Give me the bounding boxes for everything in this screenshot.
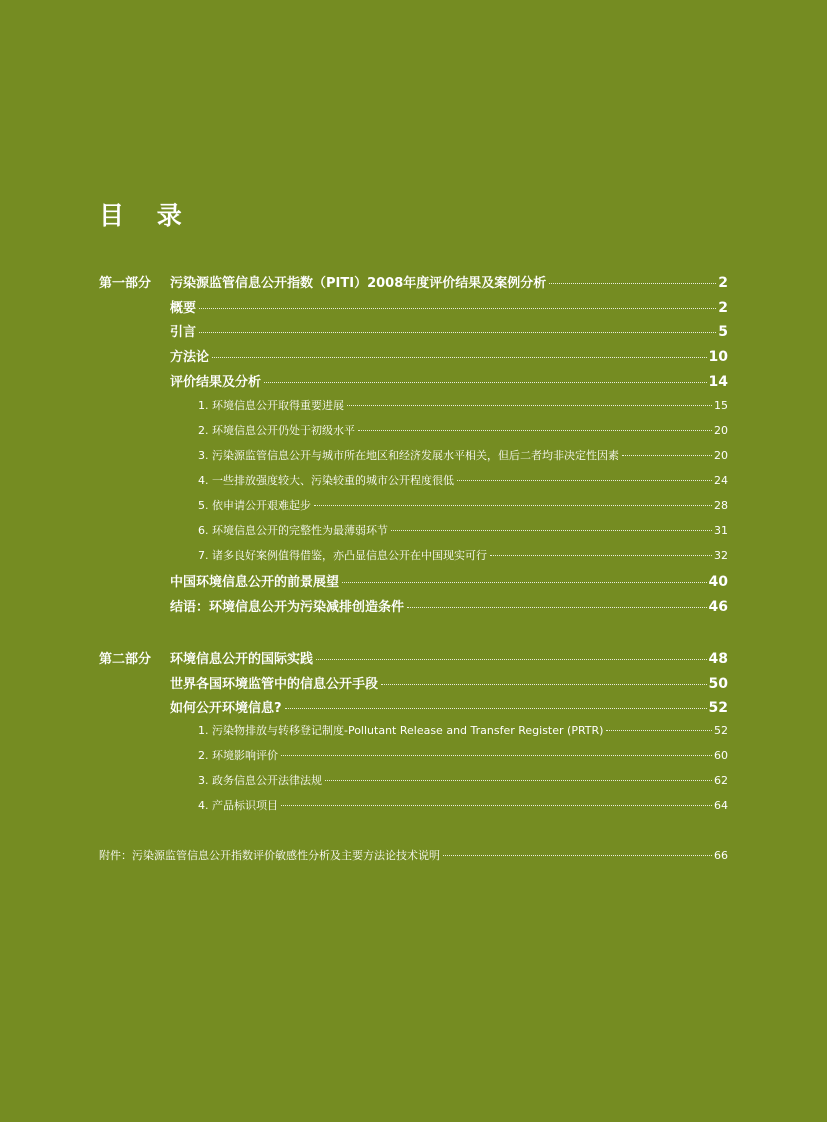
toc-page-number: 24 xyxy=(714,474,728,487)
dot-leader xyxy=(212,357,707,358)
toc-page-number: 20 xyxy=(714,449,728,462)
toc-subentry[interactable] xyxy=(198,497,728,513)
page-title: 目 录 xyxy=(99,201,194,230)
toc-entry[interactable] xyxy=(170,371,728,390)
part-one-label: 第一部分 xyxy=(99,276,152,291)
toc-entry-label: 4. 产品标识项目 xyxy=(198,799,278,812)
toc-subentry[interactable] xyxy=(198,722,728,738)
toc-entry-label: 如何公开环境信息? xyxy=(170,701,282,716)
toc-entry-label: 污染源监管信息公开指数（PITI）2008年度评价结果及案例分析 xyxy=(170,276,547,291)
toc-entry-label: 3. 政务信息公开法律法规 xyxy=(198,774,322,787)
toc-entry-label: 评价结果及分析 xyxy=(170,375,262,390)
dot-leader xyxy=(391,530,712,531)
toc-page-number: 28 xyxy=(714,499,728,512)
toc-subentry[interactable] xyxy=(198,522,728,538)
toc-entry-label: 4. 一些排放强度较大、污染较重的城市公开程度很低 xyxy=(198,474,454,487)
toc-subentry[interactable] xyxy=(198,422,728,438)
toc-page-number: 20 xyxy=(714,424,728,437)
toc-entry[interactable] xyxy=(170,321,728,340)
toc-page-number: 52 xyxy=(708,700,728,716)
part-two-label: 第二部分 xyxy=(99,652,152,667)
dot-leader xyxy=(347,405,712,406)
toc-page-number: 48 xyxy=(708,651,728,667)
toc-page-number: 46 xyxy=(708,599,728,615)
toc-entry-label: 2. 环境信息公开仍处于初级水平 xyxy=(198,424,355,437)
toc-entry-label: 环境信息公开的国际实践 xyxy=(170,652,314,667)
toc-entry-label: 中国环境信息公开的前景展望 xyxy=(170,575,340,590)
toc-page-number: 10 xyxy=(708,349,728,365)
toc-page-number: 14 xyxy=(708,374,728,390)
toc-page-number: 50 xyxy=(708,676,728,692)
dot-leader xyxy=(264,382,707,383)
toc-entry-label: 世界各国环境监管中的信息公开手段 xyxy=(170,677,379,692)
dot-leader xyxy=(407,607,707,608)
toc-entry[interactable] xyxy=(170,697,728,716)
toc-subentry[interactable] xyxy=(198,547,728,563)
toc-page-number: 31 xyxy=(714,524,728,537)
toc-entry-label: 3. 污染源监管信息公开与城市所在地区和经济发展水平相关，但后二者均非决定性因素 xyxy=(198,449,619,462)
dot-leader xyxy=(281,805,712,806)
toc-entry[interactable] xyxy=(170,297,728,316)
dot-leader xyxy=(316,659,707,660)
dot-leader xyxy=(358,430,712,431)
dot-leader xyxy=(381,684,707,685)
toc-subentry[interactable] xyxy=(198,447,728,463)
toc-entry[interactable] xyxy=(170,673,728,692)
dot-leader xyxy=(622,455,712,456)
toc-page-number: 2 xyxy=(718,275,728,291)
toc-entry-label: 7. 诸多良好案例值得借鉴，亦凸显信息公开在中国现实可行 xyxy=(198,549,487,562)
toc-page-number: 52 xyxy=(714,724,728,737)
toc-page-number: 15 xyxy=(714,399,728,412)
toc-page-number: 62 xyxy=(714,774,728,787)
toc-page-number: 2 xyxy=(718,300,728,316)
toc-subentry[interactable] xyxy=(198,797,728,813)
toc-entry-label: 结语：环境信息公开为污染减排创造条件 xyxy=(170,600,405,615)
dot-leader xyxy=(342,582,707,583)
dot-leader xyxy=(325,780,712,781)
toc-entry-label: 引言 xyxy=(170,325,197,340)
toc-entry-label: 方法论 xyxy=(170,350,210,365)
toc-entry[interactable] xyxy=(170,596,728,615)
dot-leader xyxy=(490,555,712,556)
dot-leader xyxy=(457,480,712,481)
dot-leader xyxy=(199,332,716,333)
toc-page-number: 64 xyxy=(714,799,728,812)
toc-page-number: 40 xyxy=(708,574,728,590)
toc-page-number: 32 xyxy=(714,549,728,562)
toc-entry-label: 2. 环境影响评价 xyxy=(198,749,278,762)
toc-subentry[interactable] xyxy=(198,747,728,763)
dot-leader xyxy=(199,308,716,309)
toc-entry-label: 概要 xyxy=(170,301,197,316)
toc-entry-label: 附件：污染源监管信息公开指数评价敏感性分析及主要方法论技术说明 xyxy=(99,849,440,862)
toc-entry-part1-heading[interactable] xyxy=(170,272,728,291)
toc-entry[interactable] xyxy=(170,346,728,365)
dot-leader xyxy=(606,730,712,731)
dot-leader xyxy=(285,708,707,709)
toc-subentry[interactable] xyxy=(198,472,728,488)
dot-leader xyxy=(314,505,712,506)
toc-entry-label: 1. 污染物排放与转移登记制度-Pollutant Release and Transfer Register (PRTR) xyxy=(198,724,604,737)
toc-subentry[interactable] xyxy=(198,397,728,413)
toc-entry[interactable] xyxy=(170,571,728,590)
dot-leader xyxy=(443,855,712,856)
toc-page-number: 66 xyxy=(714,849,728,862)
dot-leader xyxy=(281,755,712,756)
dot-leader xyxy=(549,283,716,284)
toc-entry-label: 1. 环境信息公开取得重要进展 xyxy=(198,399,344,412)
toc-subentry[interactable] xyxy=(198,772,728,788)
toc-entry-label: 5. 依申请公开艰难起步 xyxy=(198,499,311,512)
toc-entry-appendix[interactable] xyxy=(99,847,728,863)
toc-entry-part2-heading[interactable] xyxy=(170,648,728,667)
toc-entry-label: 6. 环境信息公开的完整性为最薄弱环节 xyxy=(198,524,388,537)
toc-page-number: 5 xyxy=(718,324,728,340)
toc-page-number: 60 xyxy=(714,749,728,762)
